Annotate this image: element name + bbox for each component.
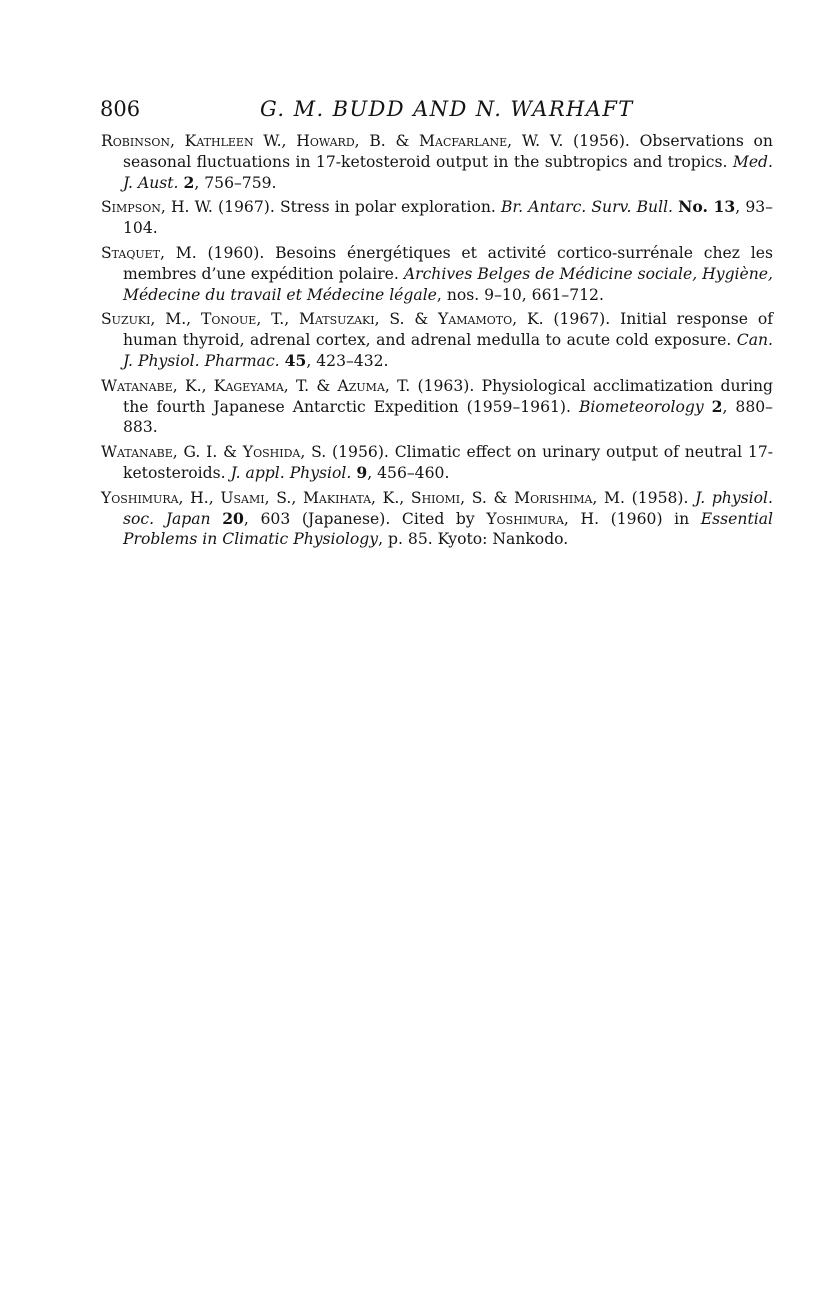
reference-item <box>101 131 773 193</box>
reference-title: Climatic effect on urinary output of neutral 17-ketosteroids. <box>123 443 774 482</box>
reference-item <box>101 488 773 550</box>
reference-title: Besoins énergétiques et activité cortico-surrénale chez les membres d’une expédition polaire. <box>123 243 773 283</box>
reference-authors: Suzuki, M., Tonoue, T., Matsuzaki, S. & Yamamoto, K. <box>101 310 544 329</box>
reference-volume: 9 <box>356 462 368 482</box>
reference-journal: Can. J. Physiol. Pharmac. <box>123 331 773 370</box>
reference-item <box>101 243 773 305</box>
reference-authors: Watanabe, K., Kageyama, T. & Azuma, T. <box>101 376 411 395</box>
reference-pages: , 603 (Japanese). Cited by <box>243 509 475 528</box>
reference-authors: Staquet, M. <box>101 243 197 262</box>
reference-authors: Simpson, H. W. <box>101 198 213 217</box>
reference-journal: J. physiol. soc. Japan <box>123 488 773 528</box>
reference-pages: , nos. 9–10, 661–712. <box>436 285 604 304</box>
reference-item <box>101 376 773 438</box>
page-number: 806 <box>100 97 141 121</box>
reference-volume: 2 <box>183 172 195 192</box>
reference-journal: Biometeorology <box>578 397 704 416</box>
reference-journal: Med. J. Aust. <box>123 152 773 192</box>
running-head: G. M. BUDD AND N. WARHAFT <box>260 97 634 121</box>
reference-title: Stress in polar exploration. <box>279 198 496 217</box>
reference-pages: , 456–460. <box>367 463 450 482</box>
reference-title: Initial response of human thyroid, adrenal cortex, and adrenal medulla to acute cold exposure. <box>123 310 773 350</box>
reference-pages: , 756–759. <box>194 173 277 192</box>
reference-list <box>101 131 773 554</box>
reference-item <box>101 309 773 371</box>
reference-pages: , 423–432. <box>306 351 389 370</box>
reference-year: (1967). <box>218 198 275 217</box>
reference-year: (1958). <box>631 488 689 507</box>
reference-title: Observations on seasonal fluctuations in 17-ketosteroid output in the subtropics and tropics. <box>123 132 773 171</box>
reference-journal: J. appl. Physiol. <box>230 463 352 482</box>
reference-cited-author: Yoshimura, H. <box>486 509 600 528</box>
reference-journal: Archives Belges de Médicine sociale, Hygiène, Médecine du travail et Médecine légale <box>123 264 773 304</box>
reference-authors: Yoshimura, H., Usami, S., Makihata, K., Shiomi, S. & Morishima, M. <box>101 488 625 507</box>
reference-pages: , 880–883. <box>123 397 773 437</box>
reference-volume: 45 <box>284 350 307 370</box>
reference-authors: Watanabe, G. I. & Yoshida, S. <box>101 443 327 462</box>
reference-year: (1956). <box>332 443 389 462</box>
reference-title: Physiological acclimatization during the fourth Japanese Antarctic Expedition (1959–1961). <box>123 376 773 416</box>
reference-pages: , 93–104. <box>123 198 773 238</box>
reference-cited-rest: , p. 85. Kyoto: Nankodo. <box>378 530 569 549</box>
reference-year: (1963). <box>417 376 475 395</box>
reference-cited-year: (1960) in <box>610 509 690 528</box>
reference-journal: Br. Antarc. Surv. Bull. <box>500 198 674 217</box>
reference-item <box>101 197 773 239</box>
reference-volume: No. 13 <box>678 197 736 217</box>
reference-year: (1956). <box>573 132 630 150</box>
reference-cited-book: Essential Problems in Climatic Physiology <box>123 509 773 549</box>
reference-volume: 20 <box>222 508 244 528</box>
reference-year: (1967). <box>553 310 611 329</box>
reference-volume: 2 <box>711 396 723 416</box>
reference-year: (1960). <box>207 243 265 262</box>
page-header <box>100 94 772 124</box>
reference-authors: Robinson, Kathleen W., Howard, B. & Macfarlane, W. V. <box>101 132 564 150</box>
reference-item <box>101 442 773 484</box>
